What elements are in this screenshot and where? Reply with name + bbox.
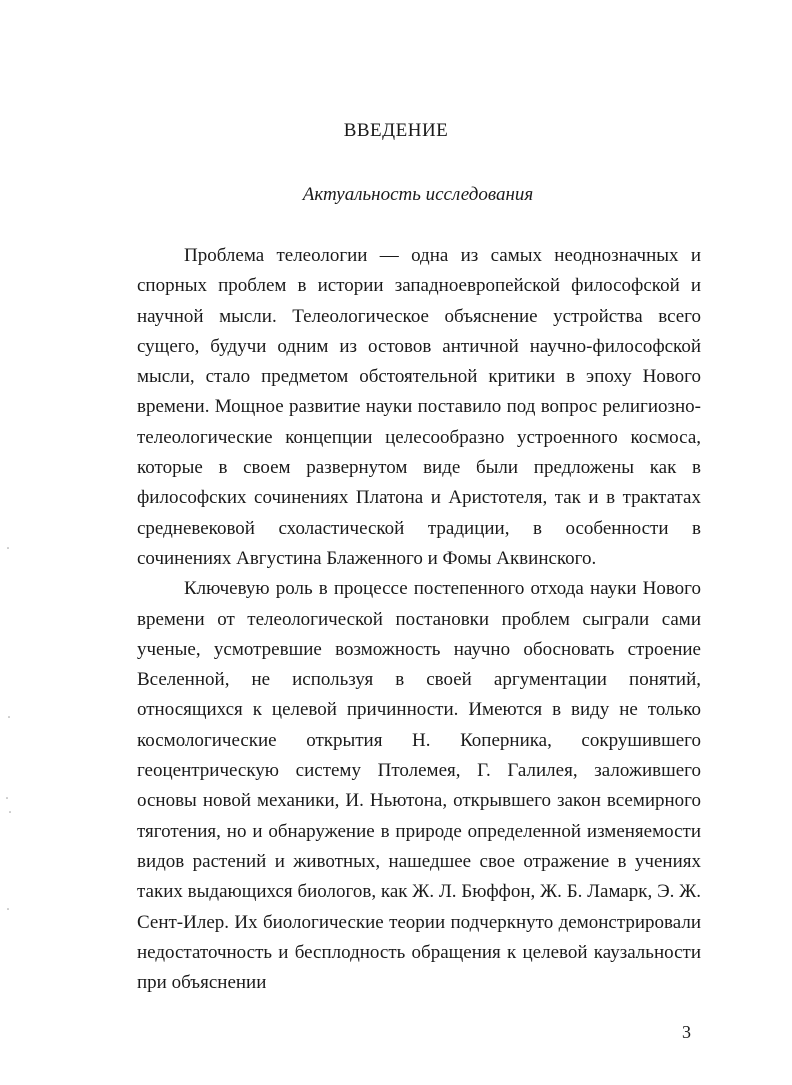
speck-4 [9,811,11,813]
speck-3 [6,797,8,799]
speck-2 [8,716,10,718]
speck-1 [7,547,9,549]
section-subtitle: Актуальность исследования [302,184,534,205]
page-number: 3 [682,1022,691,1042]
speck-5 [7,908,9,910]
paragraph-2: Ключевую роль в процессе постепенного отхода науки Нового времени от телеологической постановки проблем сыграли сами ученые, усмотревшие возможность научно обосновать строение Вселенной, не используя в своей аргументации понятий, относящихся к целевой причинности. Имеются в виду не только космологические открытия Н. Коперника, сокрушившего геоцентрическую систему Птолемея, Г. Галилея, заложившего основы новой механики, И. Ньютона, открывшего закон всемирного тяготения, но и обнаружение в природе определенной изменяемости видов растений и животных, нашедшее свое отражение в учениях таких выдающихся биологов, как Ж. Л. Бюффон, Ж. Б. Ламарк, Э. Ж. Сент-Илер. Их биологические теории подчеркнуто демонстрировали недостаточность и бесплодность обращения к целевой каузальности при объяснении [137,578,701,994]
scan-margin-specks [0,0,40,1085]
body-text [137,241,701,998]
page-title: ВВЕДЕНИЕ [343,120,449,141]
paragraph-1: Проблема телеологии — одна из самых неоднозначных и спорных проблем в истории западноевропейской философской и научной мысли. Телеологическое объяснение устройства всего сущего, будучи одним из остовов античной научно-философской мысли, стало предметом обстоятельной критики в эпоху Нового времени. Мощное развитие науки поставило под вопрос религиозно-телеологические концепции целесообразно устроенного космоса, которые в своем развернутом виде были предложены как в философских сочинениях Платона и Аристотеля, так и в трактатах средневековой схоластической традиции, в особенности в сочинениях Августина Блаженного и Фомы Аквинского. [137,245,701,569]
